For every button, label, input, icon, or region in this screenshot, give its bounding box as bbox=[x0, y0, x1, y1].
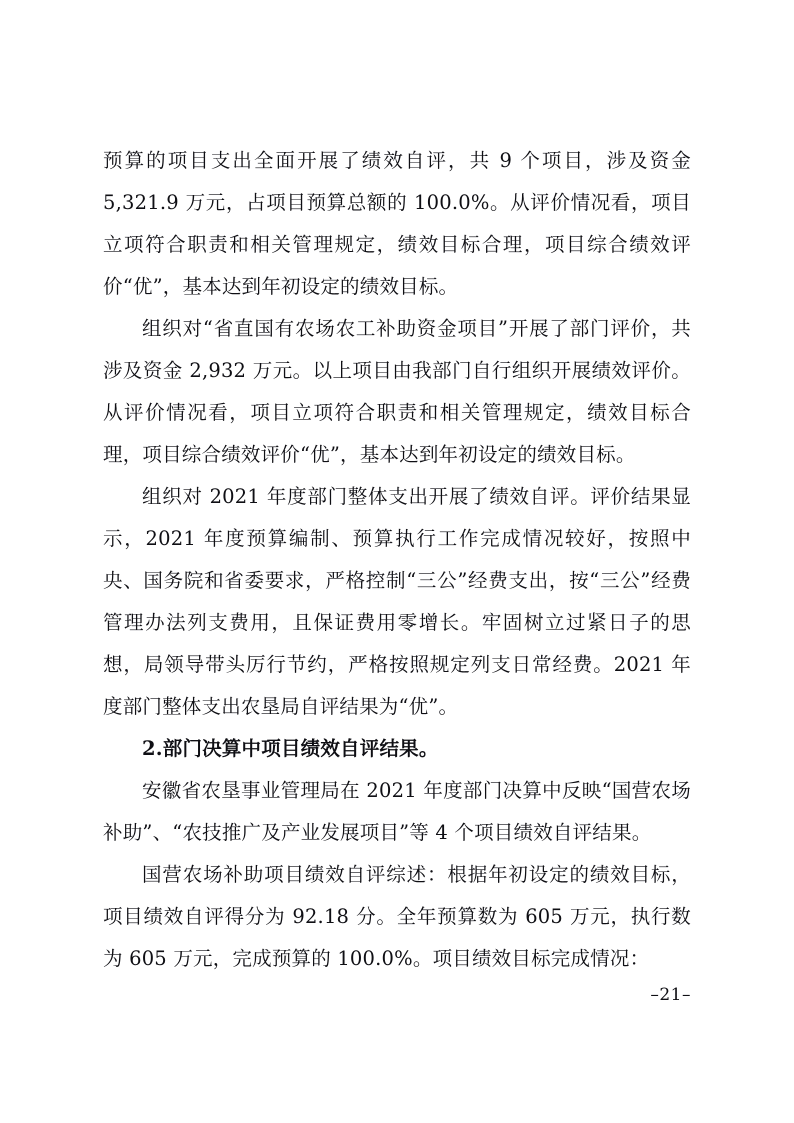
paragraph-state-farm-subsidy: 国营农场补助项目绩效自评综述：根据年初设定的绩效目标，项目绩效自评得分为 92.18 分。全年预算数为 605 万元，执行数为 605 万元，完成预算的 100.0%。项目绩效目标完成情况： bbox=[103, 863, 691, 970]
paragraph-continued: 预算的项目支出全面开展了绩效自评，共 9 个项目，涉及资金 5,321.9 万元，占项目预算总额的 100.0%。从评价情况看，项目立项符合职责和相关管理规定，绩效目标合理，项目综合绩效评价“优”，基本达到年初设定的绩效目标。 bbox=[103, 149, 691, 298]
paragraph-overall-expenditure: 组织对 2021 年度部门整体支出开展了绩效自评。评价结果显示，2021 年度预算编制、预算执行工作完成情况较好，按照中央、国务院和省委要求，严格控制“三公”经费支出，按“三公”经费管理办法列支费用，且保证费用零增长。牢固树立过紧日子的思想，局领导带头厉行节约，严格按照规定列支日常经费。2021 年度部门整体支出农垦局自评结果为“优”。 bbox=[103, 485, 691, 718]
paragraph-self-evaluation-results: 安徽省农垦事业管理局在 2021 年度部门决算中反映“国营农场补助”、“农技推广及产业发展项目”等 4 个项目绩效自评结果。 bbox=[103, 779, 691, 844]
page-number: –21– bbox=[650, 985, 691, 1005]
section-heading: 2.部门决算中项目绩效自评结果。 bbox=[142, 737, 439, 760]
paragraph-department-evaluation: 组织对“省直国有农场农工补助资金项目”开展了部门评价，共涉及资金 2,932 万元。以上项目由我部门自行组织开展绩效评价。从评价情况看，项目立项符合职责和相关管理规定，绩效目标合理，项目综合绩效评价“优”，基本达到年初设定的绩效目标。 bbox=[103, 317, 691, 466]
document-body bbox=[103, 140, 691, 980]
